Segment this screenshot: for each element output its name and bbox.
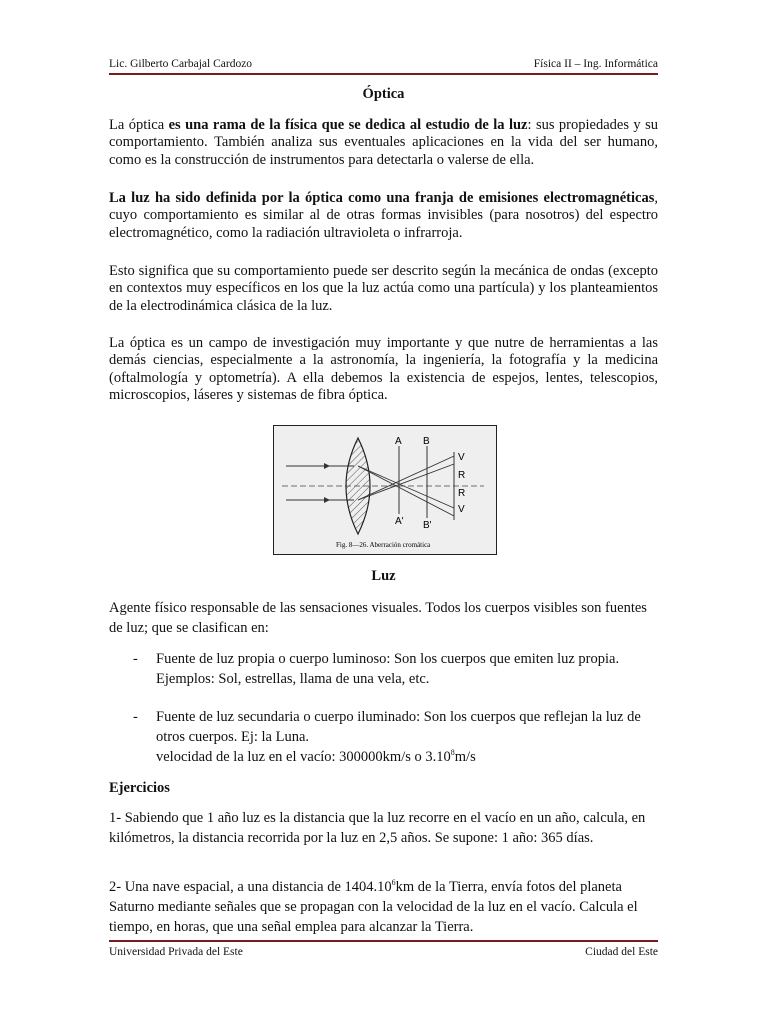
label-v-bottom: V xyxy=(458,504,465,515)
ex2-text-b: km de la Tierra, envía fotos del planeta Saturno mediante señales que se propagan con la velocidad de la luz en el vacío. Calcula el tiempo, en horas, que una señal emplea para alcanzar la Tierra. xyxy=(109,879,638,935)
section-title-optica: Óptica xyxy=(362,86,405,102)
list-item-body xyxy=(156,707,658,767)
footer-university: Universidad Privada del Este xyxy=(109,946,243,958)
label-a: A xyxy=(395,436,402,447)
list-dash: - xyxy=(133,709,138,725)
figure-diagram xyxy=(274,426,496,554)
p1-text-a: La óptica xyxy=(109,117,169,133)
paragraph-optica-definition xyxy=(109,117,658,169)
section-title-luz: Luz xyxy=(371,568,396,584)
paragraph-investigacion: La óptica es un campo de investigación muy importante y que nutre de herramientas a las demás ciencias, especialmente a la astronomía, la ingeniería, la fotografía y la medicina (oftalmología y optometría). A ella debemos la existencia de espejos, lentes, telescopios, microscopios, láseres y sistemas de fibra óptica. xyxy=(109,335,658,404)
p2-text-c: , cuyo comportamiento es similar al de otras formas invisibles (para nosotros) del espectro electromagnético, como la radiación ultravioleta o infrarroja. xyxy=(109,190,658,241)
paragraph-luz-definition xyxy=(109,190,658,242)
ex2-text-a: 2- Una nave espacial, a una distancia de 1404.10 xyxy=(109,879,392,895)
page-header xyxy=(109,58,658,70)
p1-bold: es una rama de la física que se dedica al estudio de la luz xyxy=(168,117,528,133)
fuente-secundaria-text: Fuente de luz secundaria o cuerpo iluminado: Son los cuerpos que reflejan la luz de otros cuerpos. Ej: la Luna. xyxy=(156,709,641,745)
paragraph-agente-fisico: Agente físico responsable de las sensaciones visuales. Todos los cuerpos visibles son fuentes de luz; que se clasifican en: xyxy=(109,600,647,636)
p2-bold: La luz ha sido definida por la óptica como una franja de emisiones electromagnéticas xyxy=(109,190,655,206)
label-r-top: R xyxy=(458,470,466,481)
velocidad-exponent: 8 xyxy=(450,748,455,758)
exercise-1: 1- Sabiendo que 1 año luz es la distancia que la luz recorre en el vacío en un año, calcula, en kilómetros, la distancia recorrida por la luz en 2,5 años. Se supone: 1 año: 365 días. xyxy=(109,810,646,846)
ex2-exponent: 6 xyxy=(391,878,396,888)
velocidad-a: velocidad de la luz en el vacío: 300000km/s o 3.10 xyxy=(156,749,451,765)
velocidad-b: m/s xyxy=(454,749,476,765)
list-item-body xyxy=(156,649,658,689)
velocidad-luz-text xyxy=(156,747,658,767)
list-dash: - xyxy=(133,651,138,667)
label-a-prime: A' xyxy=(395,516,404,527)
footer-divider xyxy=(109,940,658,942)
header-course: Física II – Ing. Informática xyxy=(533,58,658,70)
label-r-bottom: R xyxy=(458,488,466,499)
label-v-top: V xyxy=(458,452,465,463)
exercise-2 xyxy=(109,877,658,937)
chromatic-aberration-figure xyxy=(273,425,497,555)
footer-city: Ciudad del Este xyxy=(585,946,658,958)
page-footer xyxy=(109,946,658,958)
figure-caption: Fig. 8—26. Aberración cromática xyxy=(336,541,431,549)
fuente-propia-text: Fuente de luz propia o cuerpo luminoso: Son los cuerpos que emiten luz propia. xyxy=(156,651,620,667)
fuente-propia-ejemplos: Ejemplos: Sol, estrellas, llama de una vela, etc. xyxy=(156,671,430,687)
header-divider xyxy=(109,73,658,75)
paragraph-mecanica: Esto significa que su comportamiento puede ser descrito según la mecánica de ondas (excepto en contextos muy específicos en los que la luz actúa como una partícula) y los planteamientos de la electrodinámica clásica de la luz. xyxy=(109,263,658,314)
header-author: Lic. Gilberto Carbajal Cardozo xyxy=(109,58,253,70)
p1-text-c: : sus propiedades y su comportamiento. También analiza sus eventuales aplicaciones en la vida del ser humano, como es la construcción de instrumentos para detectarla o valerse de ella. xyxy=(109,117,658,168)
label-b-prime: B' xyxy=(423,520,432,531)
ejercicios-heading: Ejercicios xyxy=(109,780,170,796)
label-b: B xyxy=(423,436,430,447)
